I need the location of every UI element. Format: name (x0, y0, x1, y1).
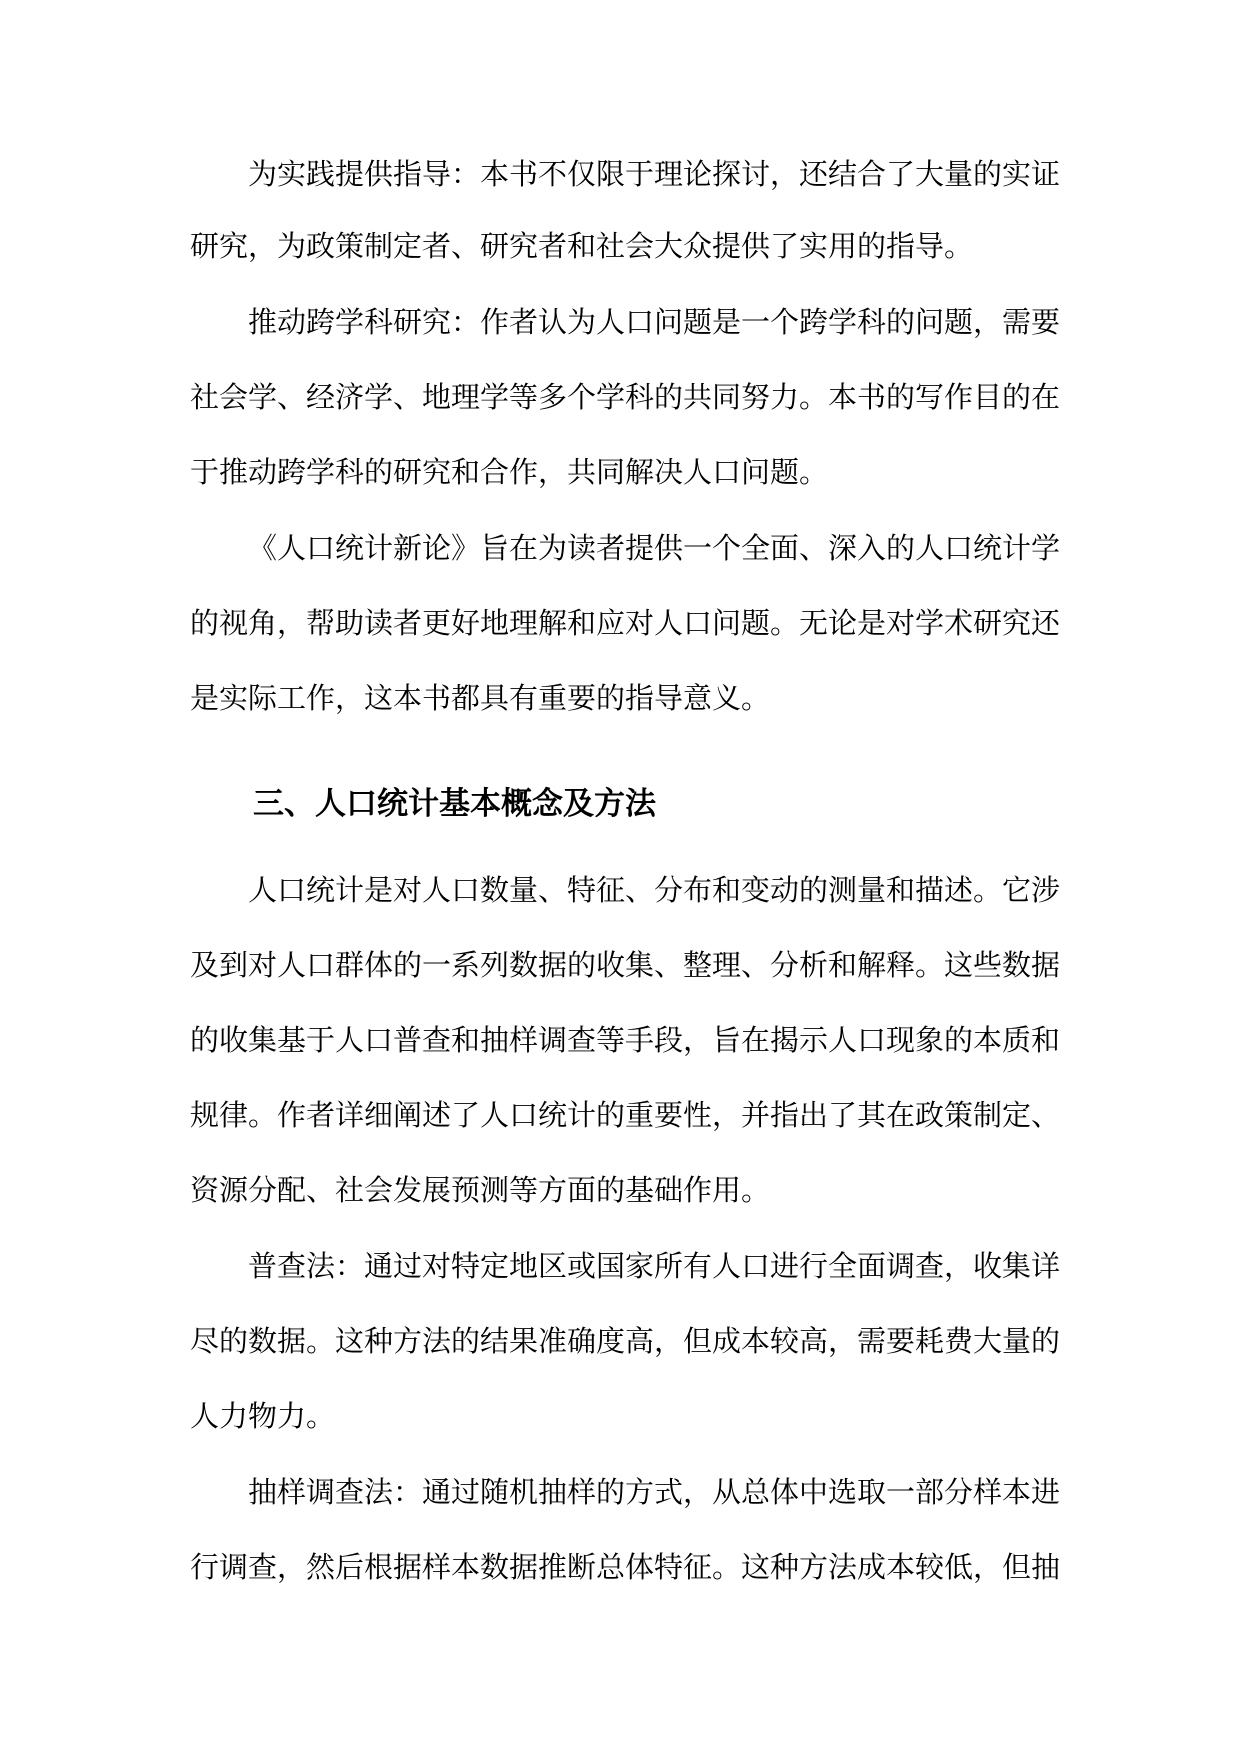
paragraph-line: 的视角，帮助读者更好地理解和应对人口问题。无论是对学术研究还 (190, 606, 1061, 640)
paragraph-line: 研究，为政策制定者、研究者和社会大众提供了实用的指导。 (190, 229, 974, 263)
paragraph-line: 是实际工作，这本书都具有重要的指导意义。 (190, 681, 771, 715)
paragraph-line: 为实践提供指导：本书不仅限于理论探讨，还结合了大量的实证 (248, 157, 1061, 191)
paragraph-line: 行调查，然后根据样本数据推断总体特征。这种方法成本较低，但抽 (190, 1550, 1061, 1584)
paragraph-line: 《人口统计新论》旨在为读者提供一个全面、深入的人口统计学 (248, 531, 1061, 565)
paragraph-line: 推动跨学科研究：作者认为人口问题是一个跨学科的问题，需要 (248, 305, 1061, 339)
paragraph-line: 资源分配、社会发展预测等方面的基础作用。 (190, 1173, 771, 1207)
paragraph-line: 规律。作者详细阐述了人口统计的重要性，并指出了其在政策制定、 (190, 1098, 1061, 1132)
paragraph-line: 的收集基于人口普查和抽样调查等手段，旨在揭示人口现象的本质和 (190, 1023, 1061, 1057)
paragraph-line: 于推动跨学科的研究和合作，共同解决人口问题。 (190, 455, 829, 489)
paragraph-line: 抽样调查法：通过随机抽样的方式，从总体中选取一部分样本进 (248, 1475, 1061, 1509)
paragraph-line: 及到对人口群体的一系列数据的收集、整理、分析和解释。这些数据 (190, 948, 1061, 982)
section-heading: 三、人口统计基本概念及方法 (253, 786, 656, 822)
paragraph-line: 尽的数据。这种方法的结果准确度高，但成本较高，需要耗费大量的 (190, 1324, 1061, 1358)
paragraph-line: 人力物力。 (190, 1399, 336, 1433)
paragraph-line: 社会学、经济学、地理学等多个学科的共同努力。本书的写作目的在 (190, 380, 1061, 414)
paragraph-line: 普查法：通过对特定地区或国家所有人口进行全面调查，收集详 (248, 1249, 1061, 1283)
paragraph-line: 人口统计是对人口数量、特征、分布和变动的测量和描述。它涉 (248, 873, 1061, 907)
